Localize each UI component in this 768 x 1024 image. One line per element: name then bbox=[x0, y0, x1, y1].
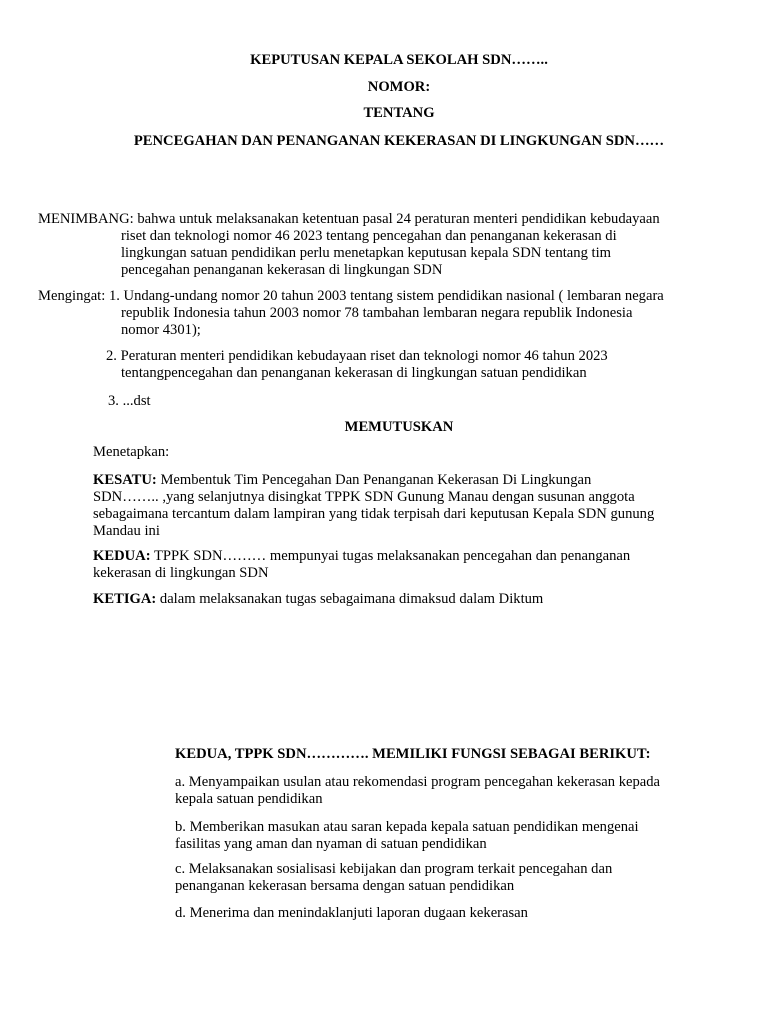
tentang-heading: TENTANG bbox=[363, 105, 435, 121]
fungsi-line: a. Menyampaikan usulan atau rekomendasi program pencegahan kekerasan kepada bbox=[175, 774, 661, 790]
fungsi-line: c. Melaksanakan sosialisasi kebijakan dan program terkait pencegahan dan bbox=[175, 861, 613, 877]
menimbang-label: MENIMBANG: bbox=[38, 211, 134, 227]
ketiga-label: KETIGA: bbox=[93, 591, 157, 607]
mengingat-item-1: 1. Undang-undang nomor 20 tahun 2003 tentang sistem pendidikan nasional ( lembaran negara bbox=[108, 288, 664, 304]
menimbang-continuation bbox=[121, 228, 617, 279]
fungsi-line: d. Menerima dan menindaklanjuti laporan dugaan kekerasan bbox=[175, 905, 528, 921]
mengingat-line: republik Indonesia tahun 2003 nomor 78 tambahan lembaran negara republik Indonesia bbox=[121, 305, 633, 321]
mengingat-label: Mengingat: bbox=[38, 288, 106, 304]
kesatu-line: sebagaimana tercantum dalam lampiran yang tidak terpisah dari keputusan Kepala SDN gunung bbox=[93, 506, 655, 522]
mengingat-item-2-continuation bbox=[121, 365, 587, 382]
kesatu-line: SDN…….. ,yang selanjutnya disingkat TPPK SDN Gunung Manau dengan susunan anggota bbox=[93, 489, 635, 505]
mengingat-line: tentangpencegahan dan penanganan kekerasan di lingkungan satuan pendidikan bbox=[121, 365, 587, 381]
kesatu-first-line bbox=[93, 472, 654, 489]
mengingat-item-1-continuation bbox=[121, 305, 632, 339]
fungsi-heading: KEDUA, TPPK SDN…………. MEMILIKI FUNGSI SEBAGAI BERIKUT: bbox=[175, 746, 651, 762]
fungsi-line: penanganan kekerasan bersama dengan satuan pendidikan bbox=[175, 878, 515, 894]
menimbang-line: riset dan teknologi nomor 46 2023 tentang pencegahan dan penanganan kekerasan di bbox=[121, 228, 617, 244]
kesatu-label: KESATU: bbox=[93, 472, 157, 488]
mengingat-item-3: 3. ...dst bbox=[108, 393, 151, 409]
menimbang-line: pencegahan penanganan kekerasan di lingkungan SDN bbox=[121, 262, 443, 278]
memutuskan-heading: MEMUTUSKAN bbox=[344, 419, 454, 435]
fungsi-line: kepala satuan pendidikan bbox=[175, 791, 323, 807]
subject-heading: PENCEGAHAN DAN PENANGANAN KEKERASAN DI LINGKUNGAN SDN…… bbox=[133, 133, 665, 149]
mengingat-line: 2. Peraturan menteri pendidikan kebudayaan riset dan teknologi nomor 46 tahun 2023 bbox=[106, 348, 608, 364]
menimbang-first-line bbox=[38, 211, 660, 228]
mengingat-section bbox=[38, 288, 664, 305]
kedua-section bbox=[93, 548, 630, 582]
fungsi-item-d bbox=[175, 905, 528, 922]
kedua-line: kekerasan di lingkungan SDN bbox=[93, 565, 269, 581]
menimbang-line: lingkungan satuan pendidikan perlu menetapkan keputusan kepala SDN tentang tim bbox=[121, 245, 611, 261]
document-title: KEPUTUSAN KEPALA SEKOLAH SDN…….. bbox=[250, 52, 548, 68]
mengingat-line: nomor 4301); bbox=[121, 322, 201, 338]
ketiga-first-line bbox=[93, 591, 543, 608]
menetapkan-label: Menetapkan: bbox=[93, 444, 170, 460]
mengingat-first-line bbox=[38, 288, 664, 305]
fungsi-line: b. Memberikan masukan atau saran kepada kepala satuan pendidikan mengenai bbox=[175, 819, 639, 835]
fungsi-item-b bbox=[175, 819, 639, 853]
kesatu-line: Mandau ini bbox=[93, 523, 160, 539]
kedua-label: KEDUA: bbox=[93, 548, 151, 564]
menimbang-text: bahwa untuk melaksanakan ketentuan pasal 24 peraturan menteri pendidikan kebudayaan bbox=[137, 211, 660, 227]
ketiga-section bbox=[93, 591, 543, 608]
nomor-heading: NOMOR: bbox=[367, 79, 431, 95]
fungsi-line: fasilitas yang aman dan nyaman di satuan pendidikan bbox=[175, 836, 487, 852]
kedua-text: TPPK SDN……… mempunyai tugas melaksanakan pencegahan dan penanganan bbox=[150, 548, 631, 564]
fungsi-item-a bbox=[175, 774, 660, 808]
kesatu-section bbox=[93, 472, 654, 540]
fungsi-item-c bbox=[175, 861, 612, 895]
menimbang-section bbox=[38, 211, 660, 228]
mengingat-item-2 bbox=[106, 348, 608, 365]
kesatu-text: Membentuk Tim Pencegahan Dan Penanganan Kekerasan Di Lingkungan bbox=[156, 472, 592, 488]
kedua-first-line bbox=[93, 548, 630, 565]
ketiga-text: dalam melaksanakan tugas sebagaimana dimaksud dalam Diktum bbox=[156, 591, 544, 607]
